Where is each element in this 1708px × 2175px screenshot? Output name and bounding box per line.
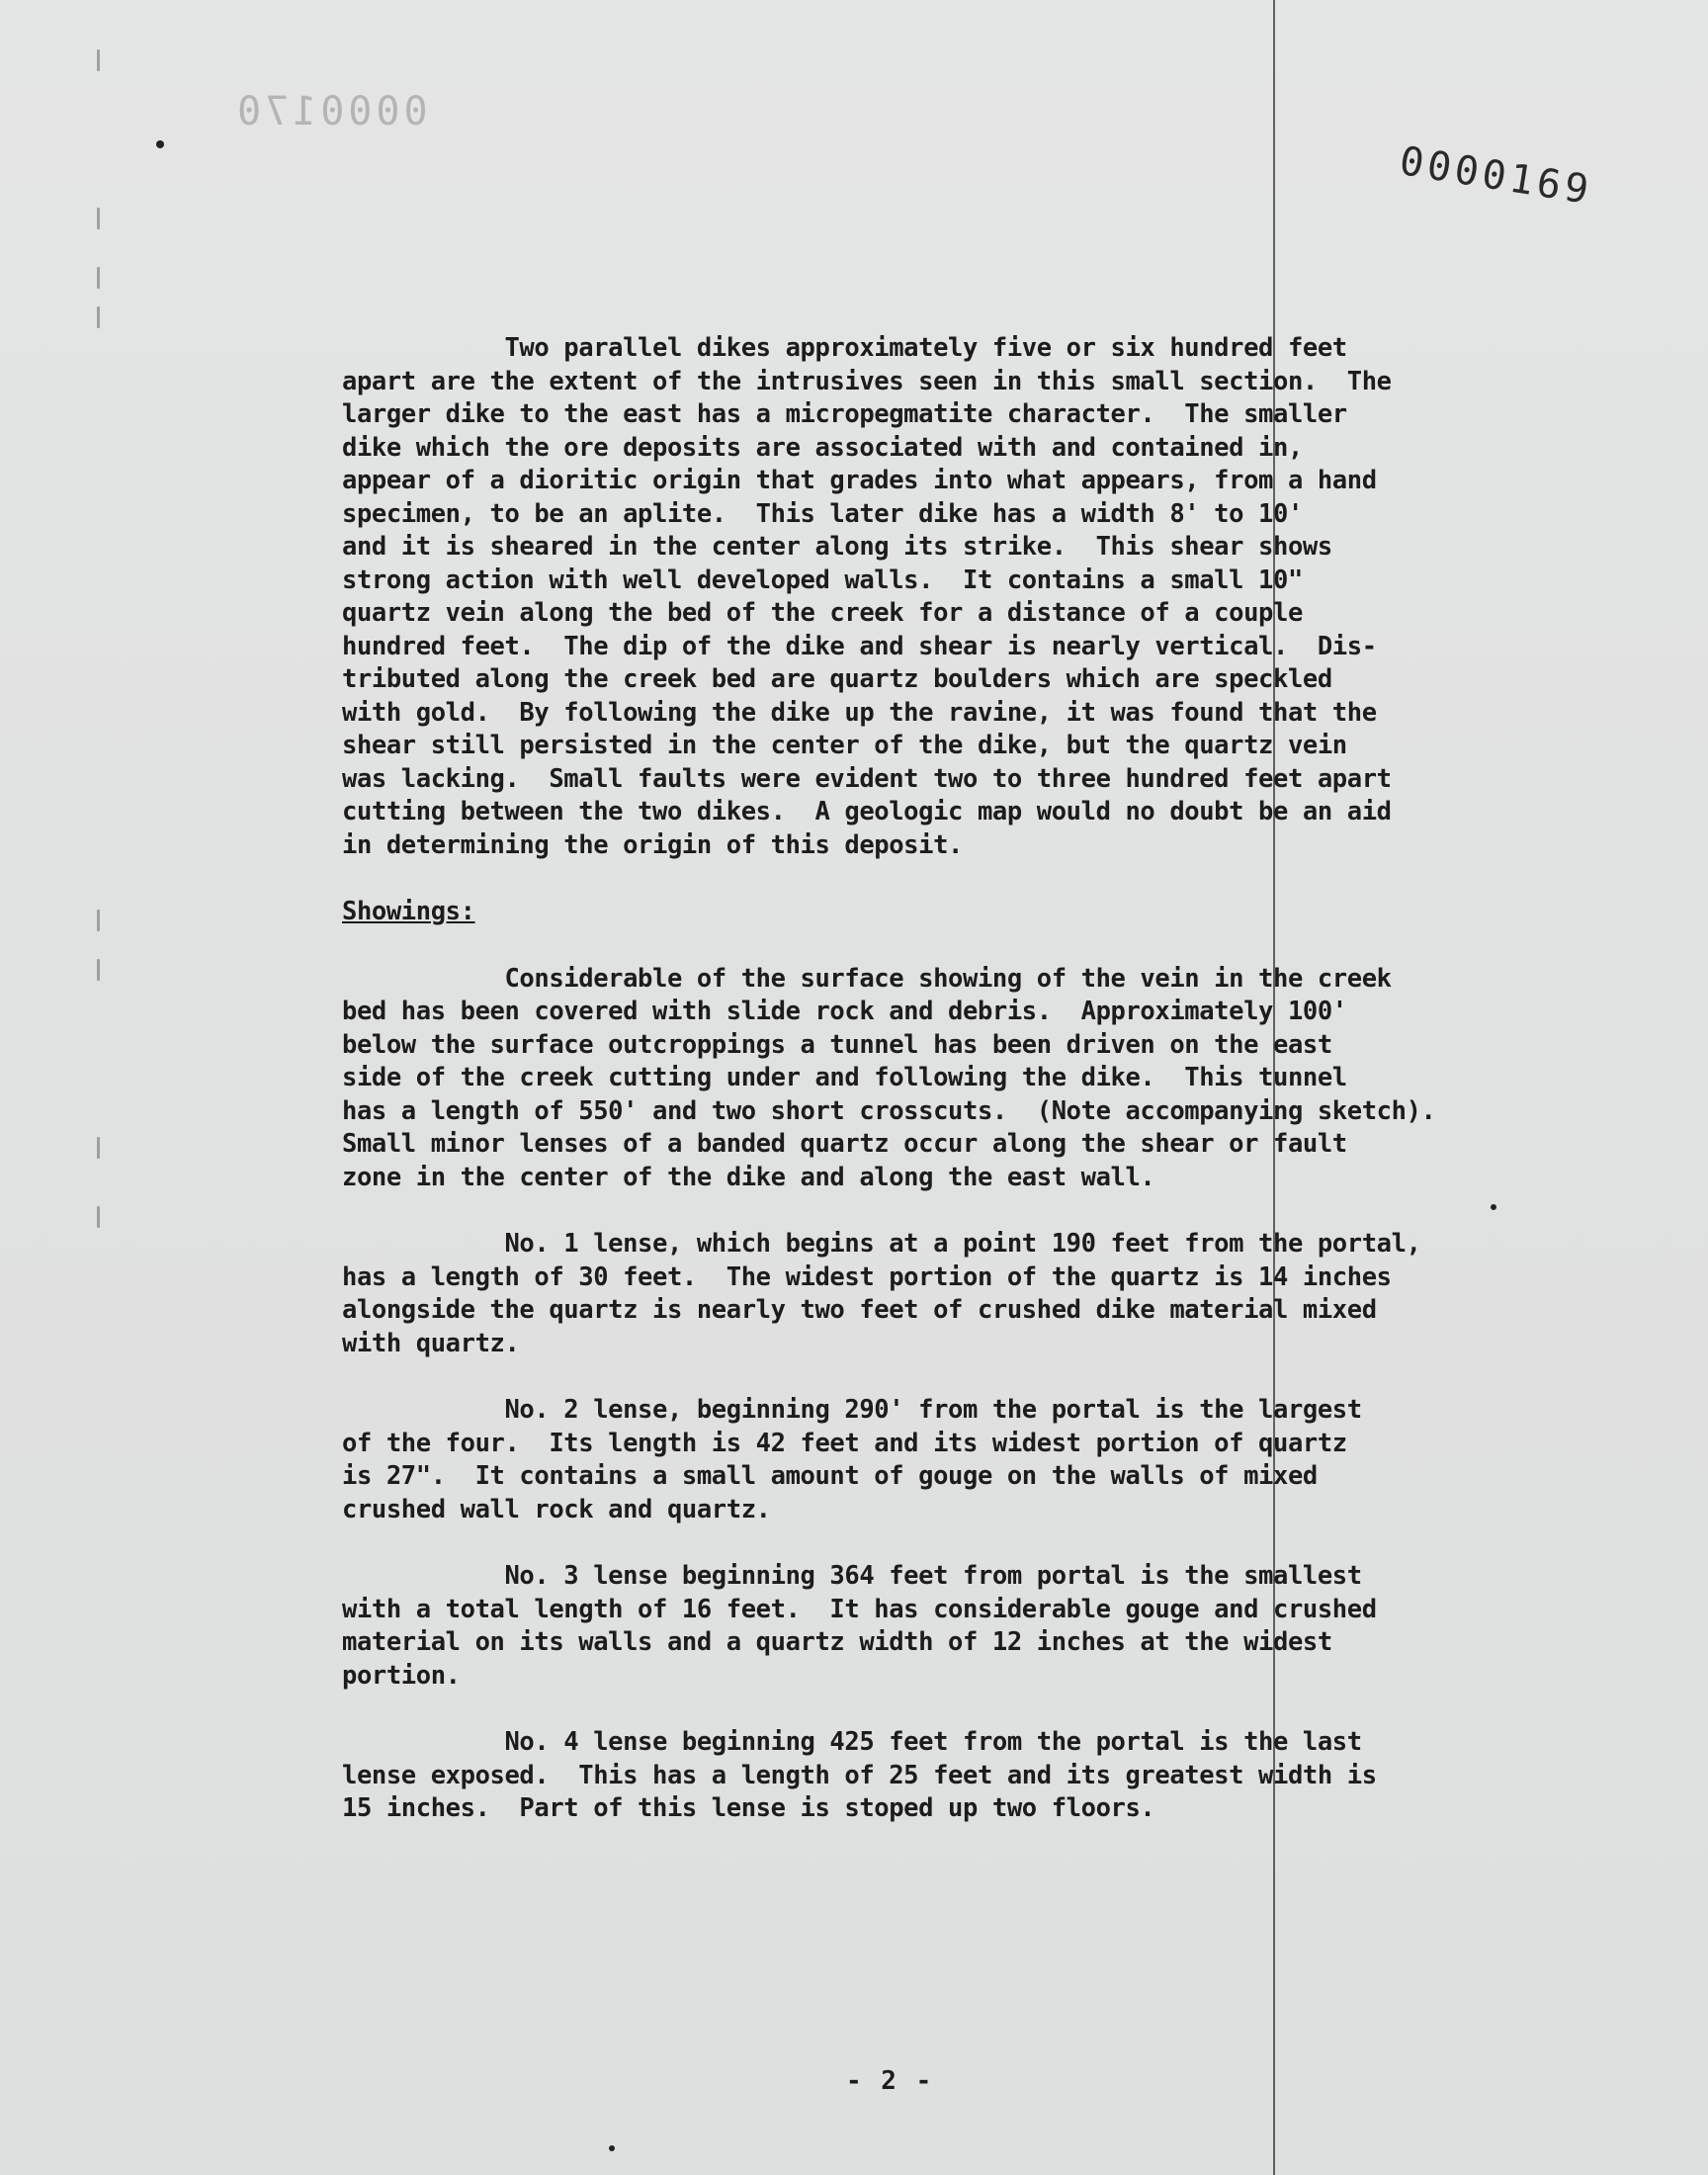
binding-marks	[87, 40, 117, 1226]
text-line: No. 3 lense beginning 364 feet from portal is the smallest	[342, 1561, 1362, 1591]
text-line: zone in the center of the dike and along the east wall.	[342, 1162, 1155, 1192]
paragraph-lense-1	[342, 1228, 1558, 1360]
text-line: bed has been covered with slide rock and debris. Approximately 100'	[342, 997, 1347, 1026]
text-line: appear of a dioritic origin that grades into what appears, from a hand	[342, 466, 1377, 495]
text-line: of the four. Its length is 42 feet and its widest portion of quartz	[342, 1428, 1347, 1458]
text-line: hundred feet. The dip of the dike and shear is nearly vertical. Dis-	[342, 631, 1377, 661]
text-line: No. 4 lense beginning 425 feet from the portal is the last	[342, 1727, 1362, 1757]
text-line: dike which the ore deposits are associated with and contained in,	[342, 432, 1303, 463]
text-line: Two parallel dikes approximately five or six hundred feet	[342, 333, 1347, 363]
text-line: shear still persisted in the center of the dike, but the quartz vein	[342, 731, 1347, 760]
text-line: quartz vein along the bed of the creek for a distance of a couple	[342, 598, 1303, 628]
paragraph-lense-2	[342, 1394, 1558, 1526]
showings-heading: Showings:	[342, 897, 475, 926]
text-line: crushed wall rock and quartz.	[342, 1494, 771, 1524]
paragraph-lense-4	[342, 1726, 1558, 1826]
page-number: - 2 -	[846, 2066, 934, 2096]
text-line: Considerable of the surface showing of the vein in the creek	[342, 963, 1392, 994]
paragraph-intro	[342, 332, 1558, 862]
ink-speck	[609, 2145, 615, 2151]
text-line: apart are the extent of the intrusives seen in this small section. The	[342, 366, 1392, 396]
text-line: tributed along the creek bed are quartz boulders which are speckled	[342, 664, 1332, 694]
ink-speck	[156, 140, 164, 148]
text-line: cutting between the two dikes. A geologic map would no doubt be an aid	[342, 797, 1392, 826]
text-line: has a length of 550' and two short crosscuts. (Note accompanying sketch).	[342, 1095, 1436, 1126]
text-line: lense exposed. This has a length of 25 feet and its greatest width is	[342, 1760, 1377, 1790]
text-line: with a total length of 16 feet. It has considerable gouge and crushed	[342, 1594, 1377, 1624]
text-line: strong action with well developed walls. It contains a small 10"	[342, 565, 1303, 595]
text-line: with quartz.	[342, 1328, 520, 1358]
text-line: No. 2 lense, beginning 290' from the portal is the largest	[342, 1395, 1362, 1425]
paragraph-showings	[342, 963, 1558, 1195]
text-line: in determining the origin of this deposit.	[342, 829, 963, 860]
text-line: specimen, to be an aplite. This later dike has a width 8' to 10'	[342, 498, 1303, 529]
text-line: and it is sheared in the center along its strike. This shear shows	[342, 532, 1332, 562]
text-line: No. 1 lense, which begins at a point 190 feet from the portal,	[342, 1229, 1421, 1259]
text-line: portion.	[342, 1660, 461, 1691]
text-line: Small minor lenses of a banded quartz occur along the shear or fault	[342, 1129, 1347, 1159]
bleed-through-number: 0000170	[233, 89, 428, 134]
text-line: side of the creek cutting under and following the dike. This tunnel	[342, 1063, 1347, 1092]
text-line: has a length of 30 feet. The widest portion of the quartz is 14 inches	[342, 1262, 1392, 1292]
text-line: is 27". It contains a small amount of gouge on the walls of mixed	[342, 1461, 1318, 1491]
document-body	[342, 332, 1558, 1826]
text-line: 15 inches. Part of this lense is stoped up two floors.	[342, 1793, 1155, 1823]
paragraph-lense-3	[342, 1560, 1558, 1693]
text-line: was lacking. Small faults were evident two to three hundred feet apart	[342, 763, 1392, 794]
text-line: larger dike to the east has a micropegmatite character. The smaller	[342, 399, 1347, 429]
text-line: material on its walls and a quartz width of 12 inches at the widest	[342, 1627, 1332, 1657]
document-stamp-number: 0000169	[1396, 138, 1596, 215]
text-line: with gold. By following the dike up the ravine, it was found that the	[342, 697, 1377, 728]
text-line: alongside the quartz is nearly two feet of crushed dike material mixed	[342, 1295, 1377, 1325]
text-line: below the surface outcroppings a tunnel has been driven on the east	[342, 1029, 1332, 1060]
